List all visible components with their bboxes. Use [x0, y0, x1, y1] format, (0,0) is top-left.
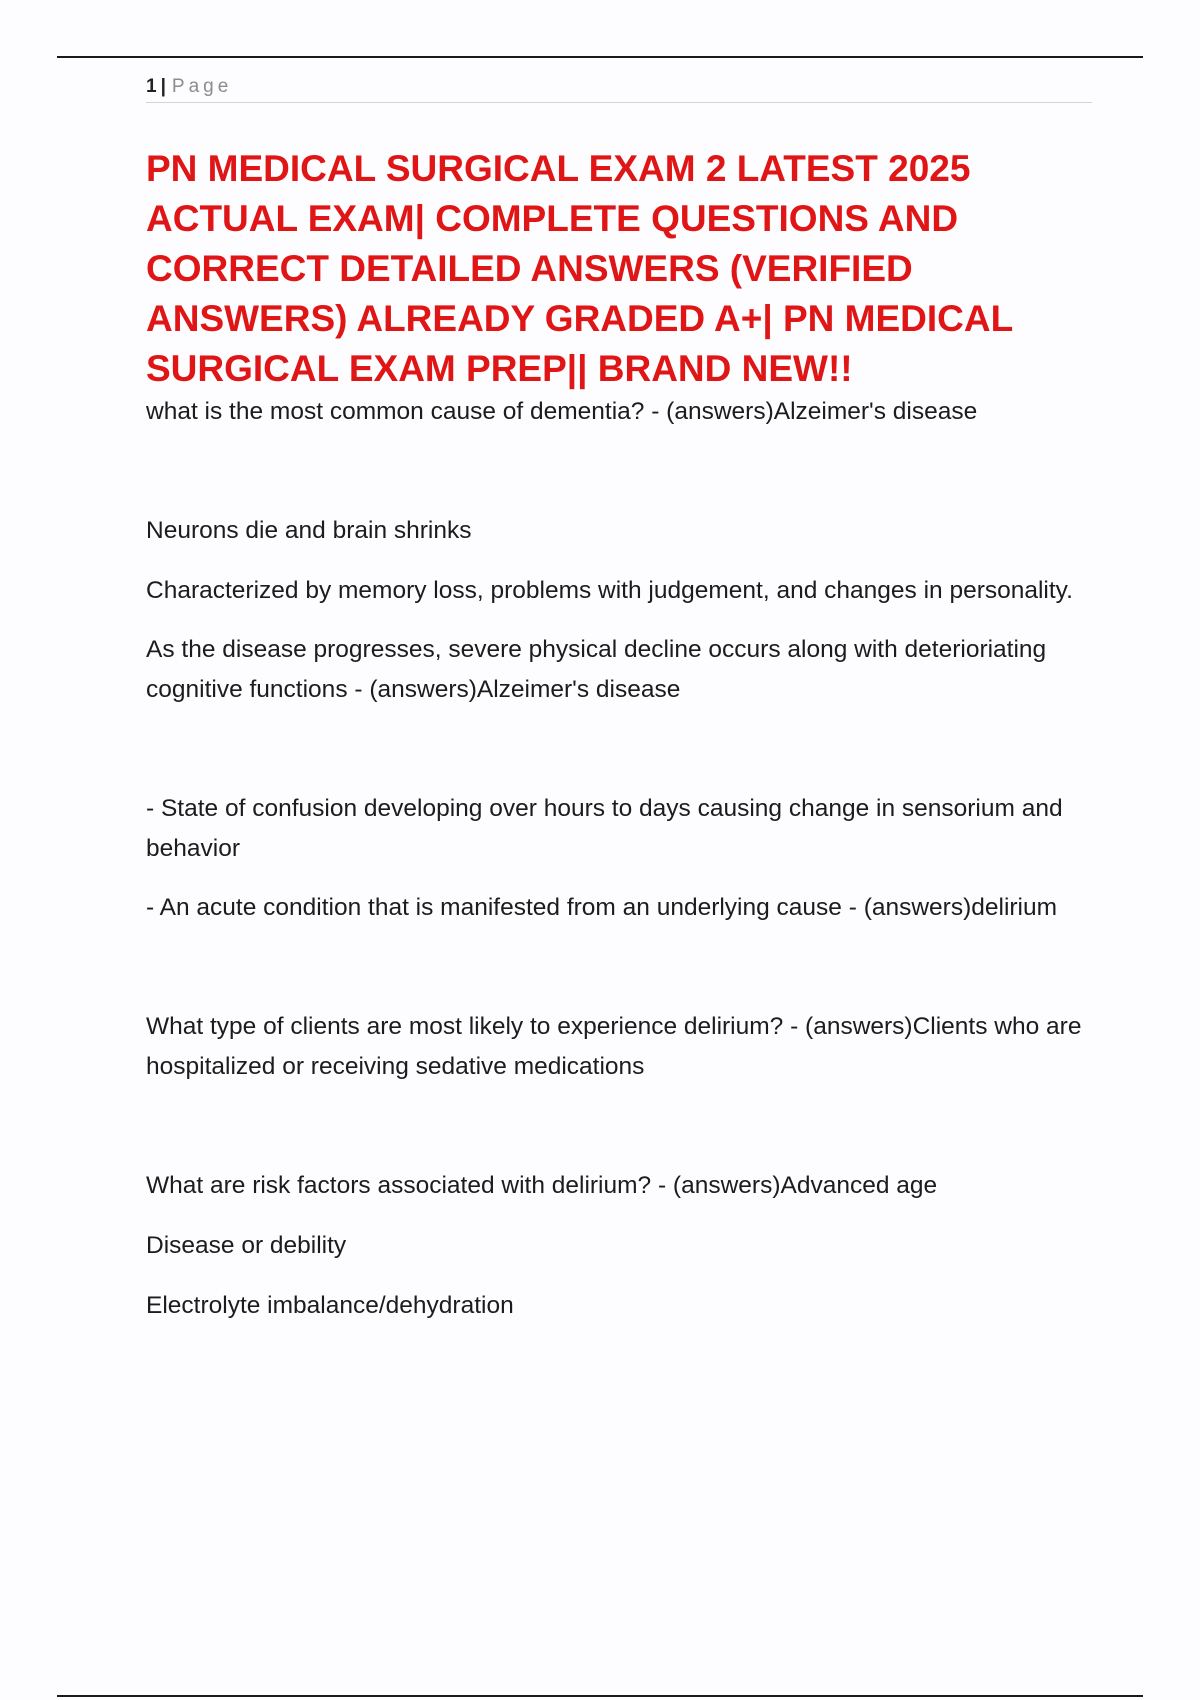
document-body — [146, 392, 1106, 1326]
answer-line: Neurons die and brain shrinks — [146, 517, 472, 544]
question-alzheimers-description: As the disease progresses, severe physical decline occurs along with deterioriating cognitive functions - (answers)Alzeimer's disease — [146, 636, 1047, 703]
page-separator: | — [160, 76, 166, 97]
question-delirium-risk-factors: What are risk factors associated with delirium? - (answers)Advanced age — [146, 1172, 938, 1199]
question-delirium-clients: What type of clients are most likely to experience delirium? - (answers)Clients who are hospitalized or receiving sedative medications — [146, 1013, 1082, 1080]
page-label: Page — [171, 76, 233, 97]
question-dementia-cause: what is the most common cause of dementia? - (answers)Alzeimer's disease — [146, 398, 978, 425]
document-title: PN MEDICAL SURGICAL EXAM 2 LATEST 2025 ACTUAL EXAM| COMPLETE QUESTIONS AND CORRECT DETAILED ANSWERS (VERIFIED ANSWERS) ALREADY GRADED A+| PN MEDICAL SURGICAL EXAM PREP|| BRAND NEW!! — [146, 148, 1013, 389]
answer-line: Characterized by memory loss, problems with judgement, and changes in personality. — [146, 577, 1073, 604]
question-delirium-description: - An acute condition that is manifested from an underlying cause - (answers)delirium — [146, 894, 1058, 921]
page-header — [146, 76, 1092, 103]
question-line: - State of confusion developing over hours to days causing change in sensorium and behavior — [146, 795, 1063, 862]
top-rule — [57, 56, 1143, 58]
page-number: 1 — [146, 76, 157, 97]
answer-line: Disease or debility — [146, 1232, 347, 1259]
bottom-rule — [57, 1695, 1143, 1697]
answer-line: Electrolyte imbalance/dehydration — [146, 1292, 514, 1319]
